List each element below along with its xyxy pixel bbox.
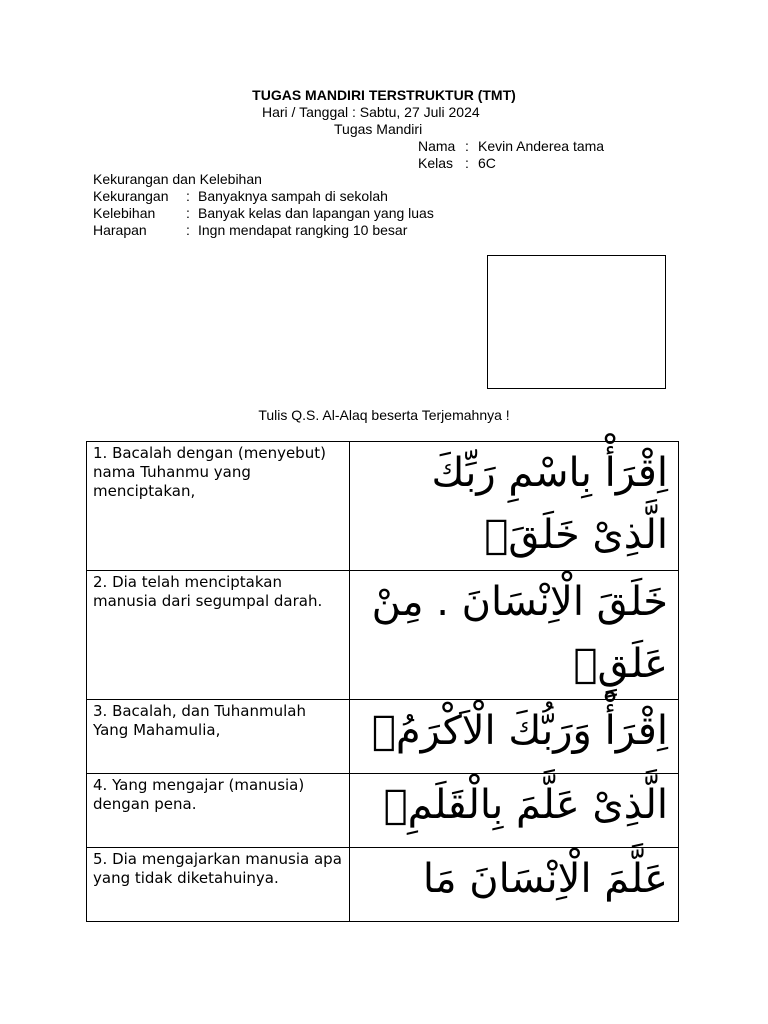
name-label: Nama	[418, 138, 456, 154]
shortcoming-label: Kekurangan	[93, 188, 169, 204]
name-value: Kevin Anderea tama	[478, 138, 605, 154]
verse-table	[86, 441, 679, 922]
subtitle: Tugas Mandiri	[334, 121, 423, 137]
verse-3-arabic-text: اِقْرَأْ وَرَبُّكَ الْاَكْرَمُۙ	[371, 708, 668, 754]
table-row	[87, 571, 679, 700]
verse-1-arabic-text: اِقْرَأْ بِاسْمِ رَبِّكَ الَّذِىْ خَلَقَۚ	[431, 450, 668, 558]
strength-label: Kelebihan	[93, 205, 156, 221]
table-row	[87, 848, 679, 922]
name-colon: :	[465, 138, 469, 154]
shortcoming-colon: :	[186, 188, 190, 204]
class-label: Kelas	[418, 155, 454, 171]
shortcoming-value: Banyaknya sampah di sekolah	[198, 188, 388, 204]
evaluation-heading: Kekurangan dan Kelebihan	[93, 171, 262, 187]
verse-2-arabic	[350, 571, 679, 700]
date-line: Hari / Tanggal : Sabtu, 27 Juli 2024	[262, 104, 480, 120]
verse-5-arabic	[350, 848, 679, 922]
table-row	[87, 700, 679, 774]
verse-3-translation: 3. Bacalah, dan Tuhanmulah Yang Mahamulia,	[87, 700, 350, 774]
hope-colon: :	[186, 222, 190, 238]
verse-5-translation: 5. Dia mengajarkan manusia apa yang tidak diketahuinya.	[87, 848, 350, 922]
verse-4-translation: 4. Yang mengajar (manusia) dengan pena.	[87, 774, 350, 848]
instruction: Tulis Q.S. Al-Alaq beserta Terjemahnya !	[258, 407, 510, 423]
strength-colon: :	[186, 205, 190, 221]
verse-2-translation: 2. Dia telah menciptakan manusia dari segumpal darah.	[87, 571, 350, 700]
verse-5-arabic-text: عَلَّمَ الْاِنْسَانَ مَا	[422, 856, 668, 902]
photo-box	[487, 255, 666, 389]
table-row	[87, 442, 679, 571]
verse-1-translation: 1. Bacalah dengan (menyebut) nama Tuhanmu yang menciptakan,	[87, 442, 350, 571]
class-colon: :	[465, 155, 469, 171]
hope-label: Harapan	[93, 222, 147, 238]
verse-3-arabic	[350, 700, 679, 774]
verse-4-arabic	[350, 774, 679, 848]
hope-value: Ingn mendapat rangking 10 besar	[198, 222, 408, 238]
table-row	[87, 774, 679, 848]
class-value: 6C	[478, 155, 496, 171]
verse-1-arabic	[350, 442, 679, 571]
document-title: TUGAS MANDIRI TERSTRUKTUR (TMT)	[252, 87, 516, 103]
verse-2-arabic-text: خَلَقَ الْاِنْسَانَ . مِنْ عَلَقٍۚ	[371, 579, 668, 687]
strength-value: Banyak kelas dan lapangan yang luas	[198, 205, 434, 221]
verse-4-arabic-text: الَّذِىْ عَلَّمَ بِالْقَلَمِۙ	[383, 782, 668, 828]
